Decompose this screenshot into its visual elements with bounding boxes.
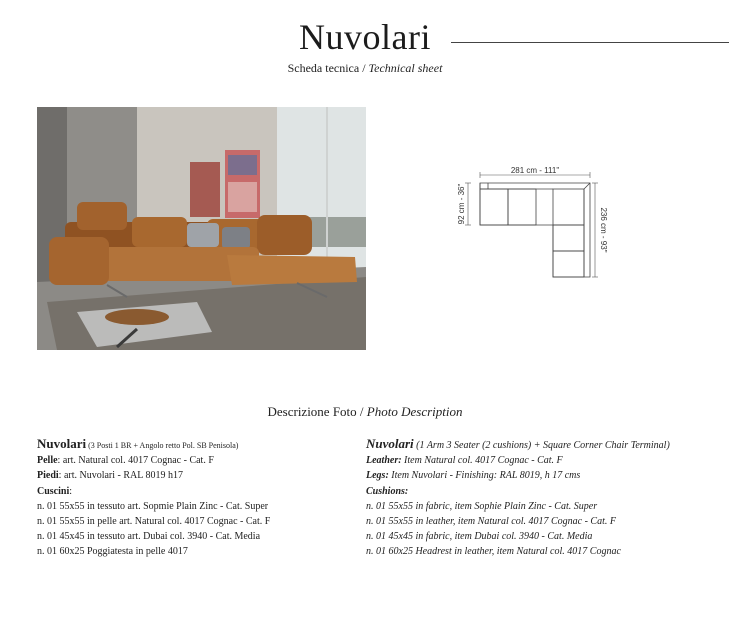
legs-value: Item Nuvolari - Finishing: RAL 8019, h 17 cms [388, 470, 581, 482]
english-description [366, 436, 726, 560]
side-dimension-label: 236 cm - 93" [599, 207, 608, 253]
pelle-label: Pelle [37, 455, 58, 467]
product-photo [37, 107, 366, 350]
cuscini-suffix: : [69, 485, 73, 497]
italian-product-line [37, 436, 357, 453]
cushions-label: Cushions: [366, 485, 409, 497]
italian-cushion-item: n. 01 60x25 Poggiatesta in pelle 4017 [37, 546, 188, 558]
description-heading-english: Photo Description [366, 404, 463, 419]
italian-cushion-item: n. 01 45x45 in tessuto art. Dubai col. 3940 - Cat. Media [37, 531, 261, 543]
italian-cushion-item: n. 01 55x55 in pelle art. Natural col. 4017 Cognac - Cat. F [37, 516, 271, 528]
photo-description-heading [200, 404, 530, 420]
dimension-diagram [452, 165, 612, 280]
english-product-line [366, 436, 726, 453]
english-product-name: Nuvolari [366, 436, 414, 451]
english-legs-line [366, 468, 726, 483]
piedi-label: Piedi [37, 470, 59, 482]
english-cushions-line [366, 484, 726, 499]
depth-dimension-label: 92 cm - 36" [457, 183, 466, 225]
english-cushion-item: n. 01 55x55 in fabric, item Sophie Plain Zinc - Cat. Super [366, 500, 598, 512]
subtitle-italian: Scheda tecnica / [287, 61, 369, 75]
english-cushion-item: n. 01 45x45 in fabric, item Dubai col. 3940 - Cat. Media [366, 531, 593, 543]
italian-cuscini-line [37, 484, 357, 499]
italian-pelle-line [37, 453, 357, 468]
english-leather-line [366, 453, 726, 468]
english-cushion-item: n. 01 60x25 Headrest in leather, item Natural col. 4017 Cognac [366, 546, 621, 558]
pelle-value: : art. Natural col. 4017 Cognac - Cat. F [57, 455, 214, 467]
english-product-config: (1 Arm 3 Seater (2 cushions) + Square Corner Chair Terminal) [413, 440, 670, 451]
italian-piedi-line [37, 468, 357, 483]
page-subtitle [250, 61, 480, 76]
english-cushion-item: n. 01 55x55 in leather, item Natural col. 4017 Cognac - Cat. F [366, 516, 616, 528]
page-title: Nuvolari [299, 17, 431, 57]
title-divider [451, 42, 729, 43]
italian-product-name: Nuvolari [37, 436, 87, 451]
description-heading-italian: Descrizione Foto / [267, 404, 367, 419]
italian-product-config: (3 Posti 1 BR + Angolo retto Pol. SB Penisola) [86, 441, 239, 450]
italian-cushion-item: n. 01 55x55 in tessuto art. Sopmie Plain Zinc - Cat. Super [37, 500, 269, 512]
subtitle-english: Technical sheet [368, 61, 443, 75]
cuscini-label: Cuscini [37, 485, 70, 497]
piedi-value: : art. Nuvolari - RAL 8019 h17 [58, 470, 184, 482]
leather-label: Leather: [366, 455, 402, 467]
width-dimension-label: 281 cm - 111" [510, 166, 560, 175]
italian-description [37, 436, 357, 560]
legs-label: Legs: [366, 470, 389, 482]
leather-value: Item Natural col. 4017 Cognac - Cat. F [401, 455, 563, 467]
